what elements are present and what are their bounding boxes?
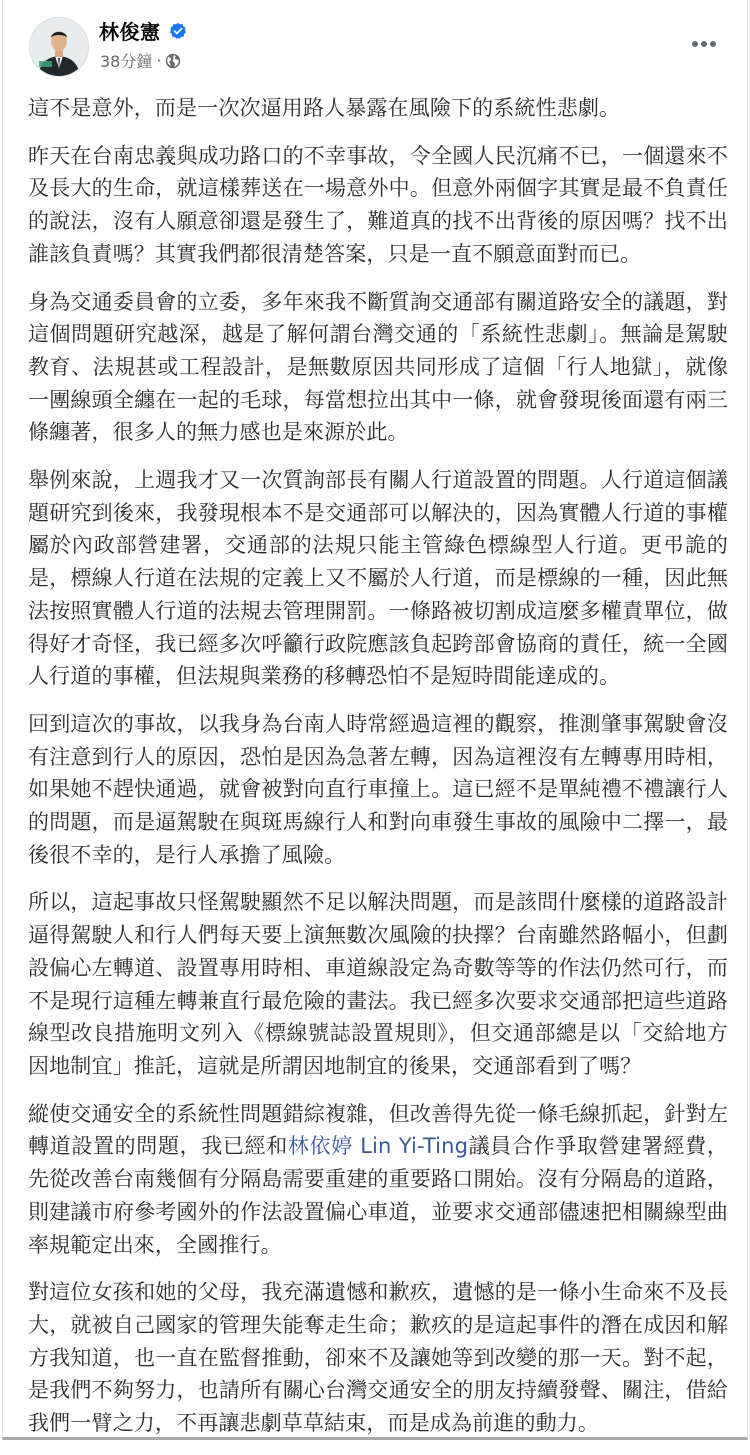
mention-link-lin-yi-ting[interactable]: 林依婷 Lin Yi-Ting: [287, 1134, 469, 1159]
post-paragraph: 對這位女孩和她的父母，我充滿遺憾和歉疚，遺憾的是一條小生命來不及長大，就被自己國家的管理失能奪走生命；歉疚的是這起事件的潛在成因和解方我知道，也一直在監督推動，卻來不及讓她等到改變的那一天。對不起，是我們不夠努力，也請所有關心台灣交通安全的朋友持續發聲、關注，借給我們一臂之力，不再讓悲劇草草結束，而是成為前進的動力。: [28, 1280, 728, 1436]
post-header: [3, 0, 747, 84]
paragraph-text: 議員合作爭取營建署經費，先從改善台南幾個有分隔島需要重建的重要路口開始。沒有分隔島的道路，則建議市府參考國外的作法設置偏心車道，並要求交通部儘速把相關線型曲率規範定出來，全國推行。: [28, 1134, 728, 1257]
author-avatar[interactable]: [29, 17, 89, 77]
post-paragraph: 這不是意外，而是一次次逼用路人暴露在風險下的系統性悲劇。: [28, 96, 621, 120]
more-dot-icon: [710, 41, 716, 47]
post-paragraph: 身為交通委員會的立委，多年來我不斷質詢交通部有關道路安全的議題，對這個問題研究越深，越是了解何謂台灣交通的「系統性悲劇」。無論是駕駛教育、法規甚或工程設計，是無數原因共同形成了這個「行人地獄」，就像一團線頭全纏在一起的毛球，每當想拉出其中一條，就會發現後面還有兩三條纏著，很多人的無力感也是來源於此。: [28, 289, 728, 445]
post-meta: [100, 49, 181, 72]
verified-badge-icon: [169, 22, 187, 40]
post-paragraph-with-mention: [28, 1098, 728, 1262]
post-body: [28, 92, 728, 1455]
more-dot-icon: [701, 41, 707, 47]
paragraph-text: 縱使交通安全的系統性問題錯綜複雜，但改善得先從一條毛線抓起，針對左轉道設置的問題，我已經和: [28, 1101, 728, 1159]
author-row: [99, 16, 187, 45]
post-paragraph: 回到這次的事故，以我身為台南人時常經過這裡的觀察，推測肇事駕駛會沒有注意到行人的原因，恐怕是因為急著左轉，因為這裡沒有左轉專用時相，如果她不趕快通過，就會被對向直行車撞上。這已經不是單純禮不禮讓行人的問題，而是逼駕駛在與斑馬線行人和對向車發生事故的風險中二擇一，最後很不幸的，是行人承擔了風險。: [28, 711, 728, 867]
post-paragraph: 所以，這起事故只怪駕駛顯然不足以解決問題，而是該問什麼樣的道路設計逼得駕駛人和行人們每天要上演無數次風險的抉擇？台南雖然路幅小，但劃設偏心左轉道、設置專用時相、車道線設定為奇數等等的作法仍然可行，而不是現行這種左轉兼直行最危險的畫法。我已經多次要求交通部把這些道路線型改良措施明文列入《標線號誌設置規則》，但交通部總是以「交給地方因地制宜」推託，這就是所謂因地制宜的後果，交通部看到了嗎？: [28, 890, 728, 1078]
post-paragraph: 舉例來說，上週我才又一次質詢部長有關人行道設置的問題。人行道這個議題研究到後來，我發現根本不是交通部可以解決的，因為實體人行道的事權屬於內政部營建署，交通部的法規只能主管綠色標線型人行道。更弔詭的是，標線人行道在法規的定義上又不屬於人行道，而是標線的一種，因此無法按照實體人行道的法規去管理開罰。一條路被切割成這麼多權責單位，做得好才奇怪，我已經多次呼籲行政院應該負起跨部會協商的責任，統一全國人行道的事權，但法規與業務的移轉恐怕不是短時間能達成的。: [28, 468, 728, 689]
more-dot-icon: [692, 41, 698, 47]
meta-separator: ·: [156, 51, 162, 70]
post-timestamp[interactable]: 38分鐘: [100, 52, 153, 71]
facebook-post-card: [2, 0, 748, 1440]
globe-icon[interactable]: [165, 53, 181, 69]
post-paragraph: 昨天在台南忠義與成功路口的不幸事故，令全國人民沉痛不已，一個還來不及長大的生命，就這樣葬送在一場意外中。但意外兩個字其實是最不負責任的說法，沒有人願意卻還是發生了，難道真的找不出背後的原因嗎？找不出誰該負責嗎？其實我們都很清楚答案，只是一直不願意面對而已。: [28, 143, 728, 266]
more-options-button[interactable]: [689, 34, 719, 54]
profile-photo-icon: [30, 18, 88, 76]
author-name[interactable]: 林俊憲: [99, 20, 161, 44]
